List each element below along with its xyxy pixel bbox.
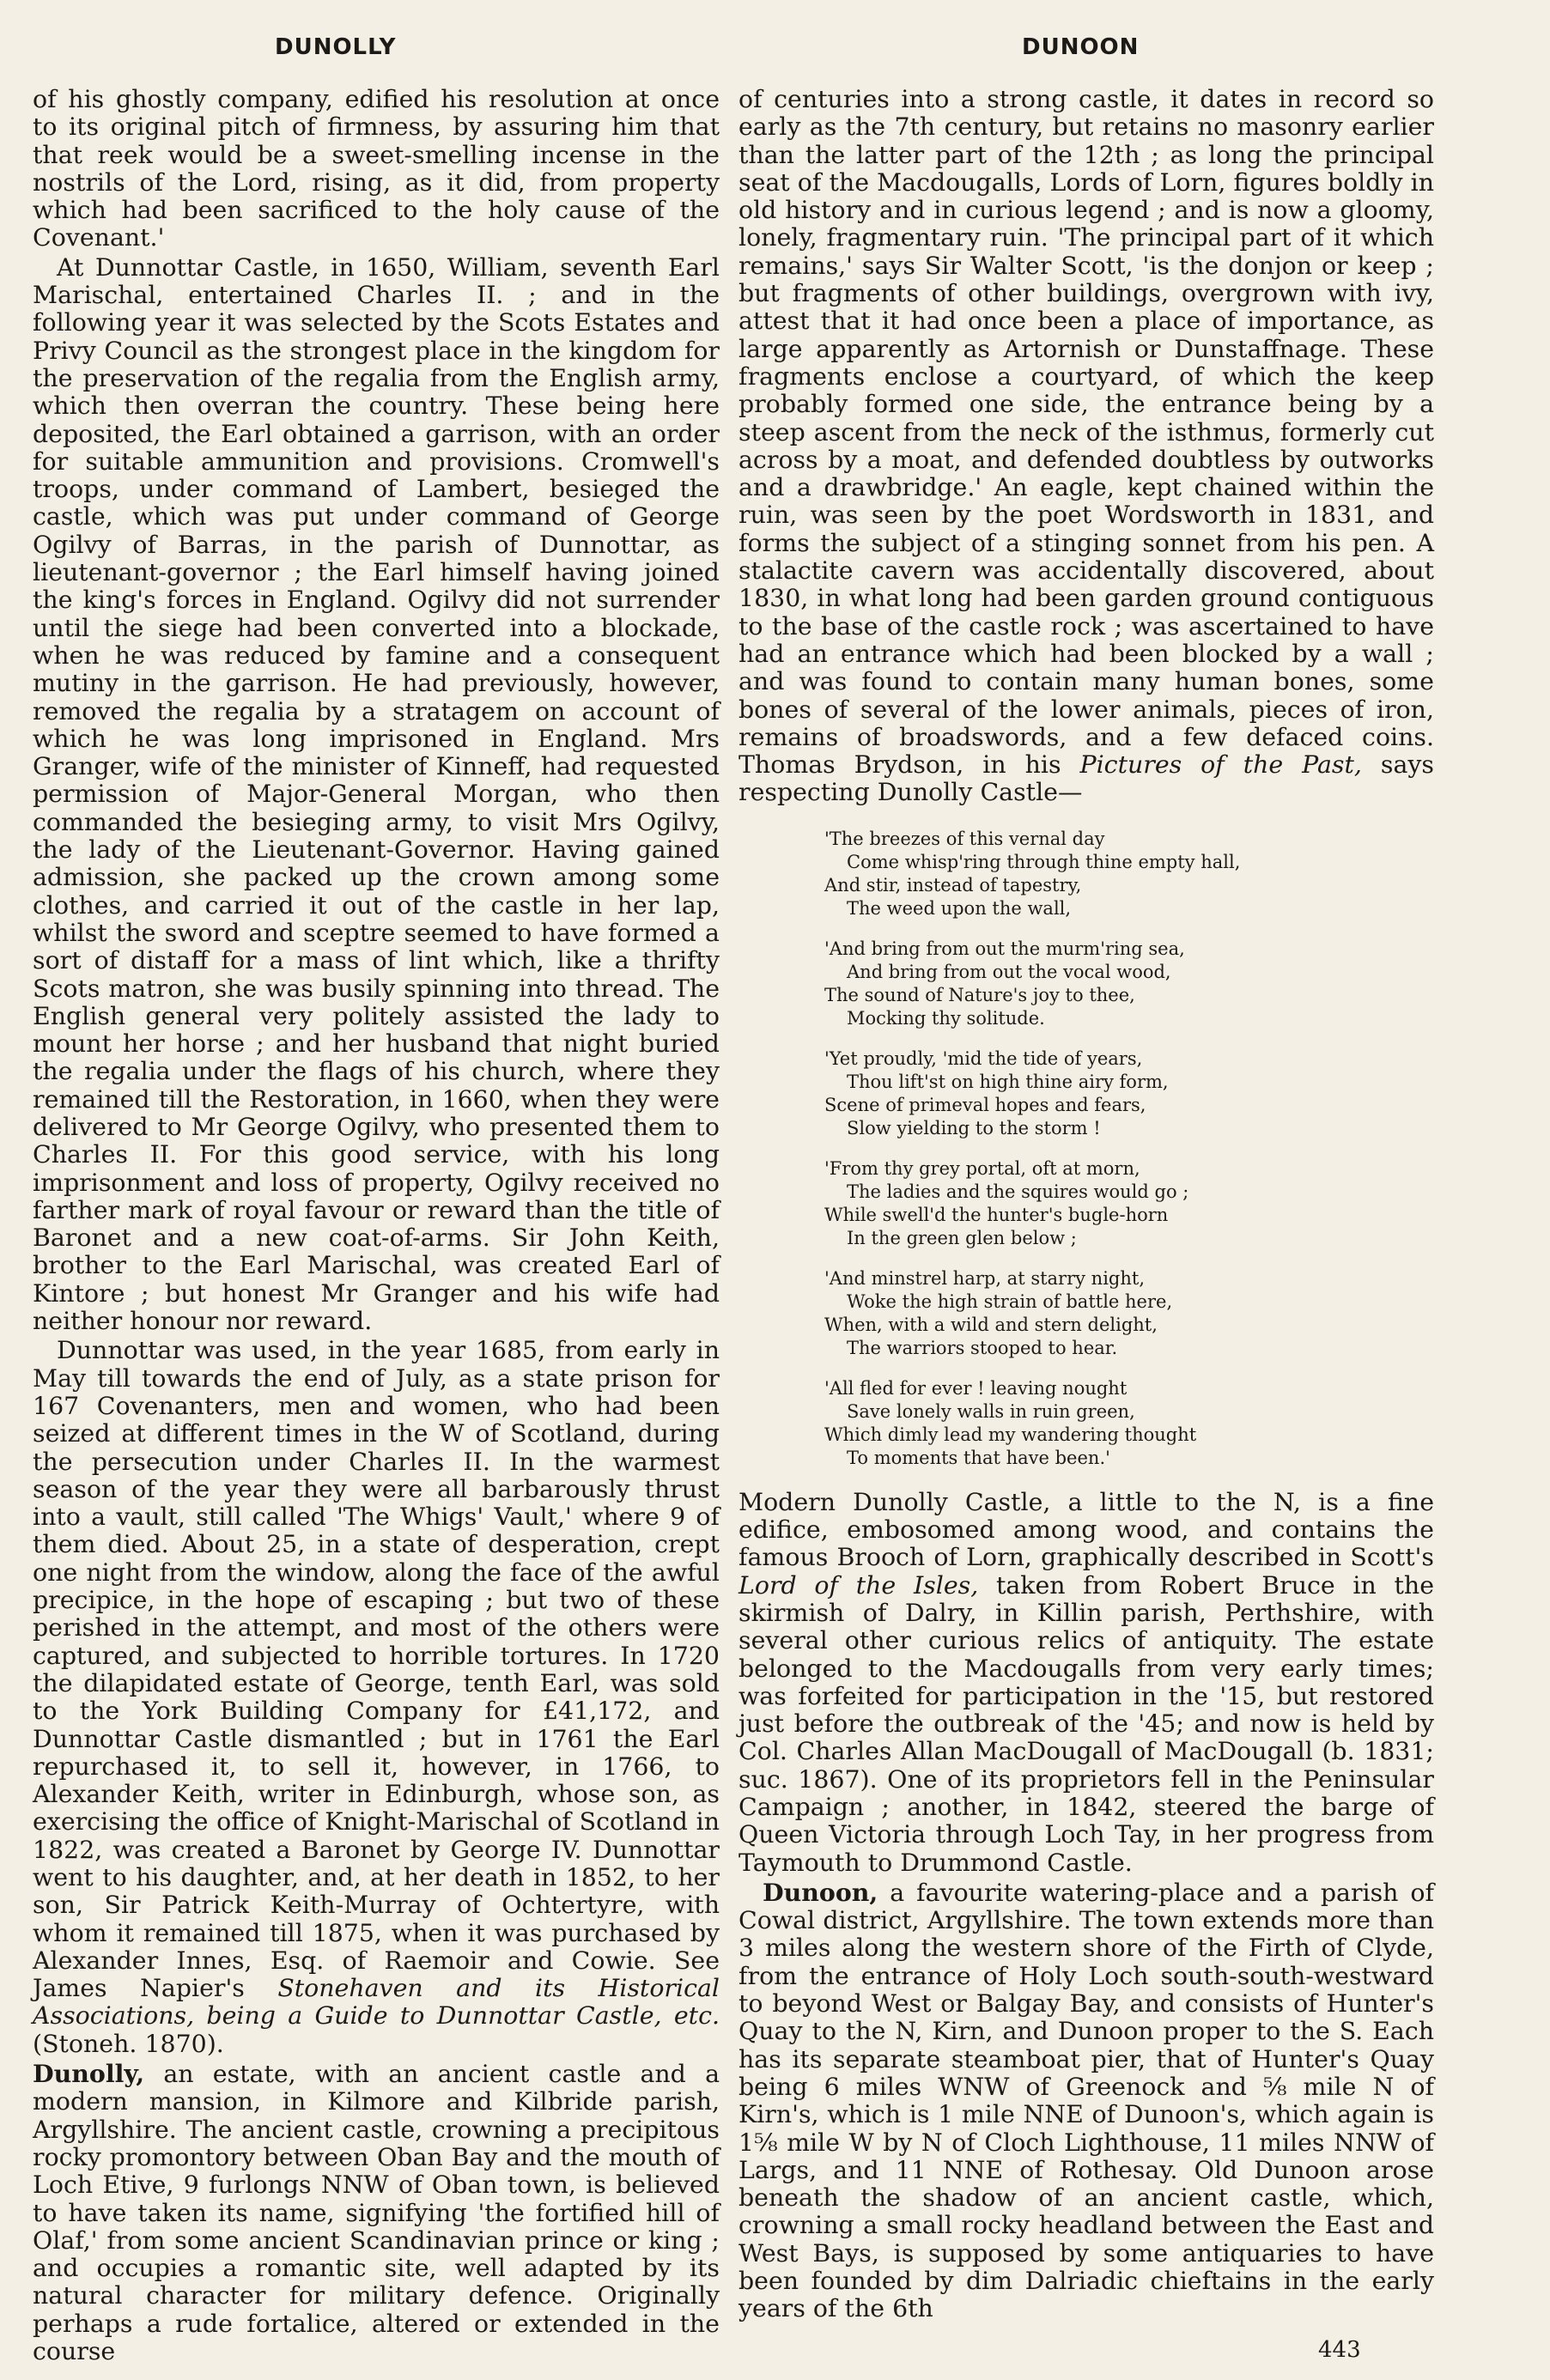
stanza bbox=[824, 828, 1434, 920]
entry-text: a favourite watering-place and a parish of Cowal district, Argyllshire. The town extends more than 3 miles along the western shore of the Firth of Clyde, from the entrance of Holy Loch south-south-westward to beyond West or Balgay Bay, and consists of Hunter's Quay to the N, Kirn, and Dunoon proper to the S. Each has its separate steamboat pier, that of Hunter's Quay being 6 miles WNW of Greenock and ⅝ mile N of Kirn's, which is 1 mile NNE of Dunoon's, which again is 1⅝ mile W by N of Cloch Lighthouse, 11 miles NNW of Largs, and 11 NNE of Rothesay. Old Dunoon arose beneath the shadow of an ancient castle, which, crowning a small rocky headland between the East and West Bays, is supposed by some antiquaries to have been founded by dim Dalriadic chieftains in the early years of the 6th bbox=[739, 1878, 1435, 2323]
stanza bbox=[824, 1377, 1434, 1470]
book-title: Pictures of the Past, bbox=[1079, 750, 1362, 780]
poem bbox=[824, 828, 1434, 1470]
paragraph bbox=[33, 1337, 720, 2058]
verse-line: The ladies and the squires would go ; bbox=[847, 1181, 1189, 1202]
verse-line: 'And minstrel harp, at starry night, bbox=[824, 1267, 1145, 1289]
running-head-left: DUNOLLY bbox=[275, 34, 397, 60]
verse-line: 'All fled for ever ! leaving nought bbox=[824, 1377, 1128, 1399]
verse-line: Come whisp'ring through thine empty hall, bbox=[847, 851, 1241, 872]
headword: Dunoon, bbox=[763, 1877, 878, 1907]
paragraph-text: of centuries into a strong castle, it dates in record so early as the 7th century, but retains no masonry earlier than the latter part of the 12th ; as long the principal seat of the Macdougalls, Lords of Lorn, figures boldly in old history and in curious legend ; and is now a gloomy, lonely, fragmentary ruin. 'The principal part of it which remains,' says Sir Walter Scott, 'is the donjon or keep ; but fragments of other buildings, overgrown with ivy, attest that it had once been a place of importance, as large apparently as Artornish or Dunstaffnage. These fragments enclose a courtyard, of which the keep probably formed one side, the entrance being by a steep ascent from the neck of the isthmus, formerly cut across by a moat, and defended doubtless by outworks and a drawbridge.' An eagle, kept chained within the ruin, was seen by the poet Wordsworth in 1831, and forms the subject of a stinging sonnet from his pen. A stalactite cavern was accidentally discovered, about 1830, in what long had been garden ground contiguous to the base of the castle rock ; was ascertained to have had an entrance which had been blocked by a wall ; and was found to contain many human bones, some bones of several of the lower animals, pieces of iron, remains of broadswords, and a few defaced coins. Thomas Brydson, in his bbox=[739, 85, 1434, 780]
paragraph-text: Dunnottar was used, in the year 1685, from early in May till towards the end of July, as a state prison for 167 Covenanters, men and women, who had been seized at different times in the W of Scotland, during the persecution under Charles II. In the warmest season of the year they were all barbarously thrust into a vault, still called 'The Whigs' Vault,' where 9 of them died. About 25, in a state of desperation, crept one night from the window, along the face of the awful precipice, in the hope of escaping ; but two of these perished in the attempt, and most of the others were captured, and subjected to horrible tortures. In 1720 the dilapidated estate of George, tenth Earl, was sold to the York Building Company for £41,172, and Dunnottar Castle dismantled ; but in 1761 the Earl repurchased it, to sell it, however, in 1766, to Alexander Keith, writer in Edinburgh, whose son, as exercising the office of Knight-Marischal of Scotland in 1822, was created a Baronet by George IV. Dunnottar went to his daughter, and, at her death in 1852, to her son, Sir Patrick Keith-Murray of Ochtertyre, with whom it remained till 1875, when it was purchased by Alexander Innes, Esq. of Raemoir and Cowie. See James Napier's bbox=[33, 1336, 720, 2003]
paragraph: At Dunnottar Castle, in 1650, William, seventh Earl Marischal, entertained Charles II. ; and in the following year it was selected by the Scots Estates and Privy Council as the strongest place in the kingdom for the preservation of the regalia from the English army, which then overran the country. These being here deposited, the Earl obtained a garrison, with an order for suitable ammunition and provisions. Cromwell's troops, under command of Lambert, besieged the castle, which was put under command of George Ogilvy of Barras, in the parish of Dunnottar, as lieutenant-governor ; the Earl himself having joined the king's forces in England. Ogilvy did not surrender until the siege had been converted into a blockade, when he was reduced by famine and a consequent mutiny in the garrison. He had previously, however, removed the regalia by a stratagem on account of which he was long imprisoned in England. Mrs Granger, wife of the minister of Kinneff, had requested permission of Major-General Morgan, who then commanded the besieging army, to visit Mrs Ogilvy, the lady of the Lieutenant-Governor. Having gained admission, she packed up the crown among some clothes, and carried it out of the castle in her lap, whilst the sword and sceptre seemed to have formed a sort of distaff for a mass of lint which, like a thrifty Scots matron, she was busily spinning into thread. The English general very politely assisted the lady to mount her horse ; and her husband that night buried the regalia under the flags of his church, where they remained till the Restoration, in 1660, when they were delivered to Mr George Ogilvy, who presented them to Charles II. For this good service, with his long imprisonment and loss of property, Ogilvy received no farther mark of royal favour or reward than the title of Baronet and a new coat-of-arms. Sir John Keith, brother to the Earl Marischal, was created Earl of Kintore ; but honest Mr Granger and his wife had neither honour nor reward. bbox=[33, 252, 720, 1336]
verse-line: Save lonely walls in ruin green, bbox=[847, 1400, 1135, 1422]
stanza bbox=[824, 1267, 1434, 1360]
page-number: 443 bbox=[1318, 2337, 1361, 2363]
verse-line: When, with a wild and stern delight, bbox=[824, 1314, 1158, 1335]
verse-line: 'The breezes of this vernal day bbox=[824, 828, 1105, 849]
paragraph: of his ghostly company, edified his resolution at once to its original pitch of firmness, by assuring him that that reek would be a sweet-smelling incense in the nostrils of the Lord, rising, as it did, from property which had been sacrificed to the holy cause of the Covenant.' bbox=[33, 85, 720, 252]
paragraph-text: says respecting Dunolly Castle— bbox=[739, 750, 1434, 807]
entry-text: an estate, with an ancient castle and a modern mansion, in Kilmore and Kilbride parish, Argyllshire. The ancient castle, crowning a precipitous rocky promontory between Oban Bay and the mouth of Loch Etive, 9 furlongs NNW of Oban town, is believed to have taken its name, signifying 'the fortified hill of Olaf,' from some ancient Scandinavian prince or king ; and occupies a romantic site, well adapted by its natural character for military defence. Originally perhaps a rude fortalice, altered or extended in the course bbox=[33, 2060, 720, 2366]
verse-line: The sound of Nature's joy to thee, bbox=[824, 984, 1135, 1005]
verse-line: 'From thy grey portal, oft at morn, bbox=[824, 1157, 1140, 1179]
verse-line: Scene of primeval hopes and fears, bbox=[824, 1094, 1146, 1115]
book-title: Lord of the Isles, bbox=[739, 1570, 979, 1600]
verse-line: Which dimly lead my wandering thought bbox=[824, 1424, 1197, 1445]
paragraph bbox=[739, 86, 1434, 807]
verse-line: And stir, instead of tapestry, bbox=[824, 874, 1082, 896]
verse-line: To moments that have been.' bbox=[847, 1447, 1110, 1468]
stanza bbox=[824, 1047, 1434, 1140]
paragraph-text: Modern Dunolly Castle, a little to the N, is a fine edifice, embosomed among wood, and contains the famous Brooch of Lorn, graphically described in Scott's bbox=[739, 1487, 1434, 1572]
verse-line: The warriors stooped to hear. bbox=[847, 1337, 1118, 1358]
left-column bbox=[33, 86, 720, 2365]
entry-dunolly bbox=[33, 2060, 720, 2365]
stanza bbox=[824, 938, 1434, 1030]
verse-line: The weed upon the wall, bbox=[847, 897, 1072, 919]
verse-line: Thou lift'st on high thine airy form, bbox=[847, 1071, 1169, 1092]
paragraph bbox=[739, 1489, 1434, 1877]
verse-line: Mocking thy solitude. bbox=[847, 1007, 1045, 1029]
verse-line: Slow yielding to the storm ! bbox=[847, 1117, 1101, 1138]
verse-line: And bring from out the vocal wood, bbox=[847, 961, 1171, 982]
verse-line: While swell'd the hunter's bugle-horn bbox=[824, 1204, 1169, 1225]
stanza bbox=[824, 1157, 1434, 1250]
running-head-right: DUNOON bbox=[1022, 34, 1140, 60]
verse-line: 'And bring from out the murm'ring sea, bbox=[824, 938, 1185, 959]
verse-line: Woke the high strain of battle here, bbox=[847, 1290, 1173, 1312]
book-title: Stonehaven and its Historical Associations, being a Guide to Dunnottar Castle, etc. bbox=[33, 1974, 720, 2031]
paragraph-text: taken from Robert Bruce in the skirmish of Dalry, in Killin parish, Perthshire, with several other curious relics of antiquity. The estate belonged to the Macdougalls from very early times; was forfeited for participation in the '15, but restored just before the outbreak of the '45; and now is held by Col. Charles Allan MacDougall of MacDougall (b. 1831; suc. 1867). One of its proprietors fell in the Peninsular Campaign ; another, in 1842, steered the barge of Queen Victoria through Loch Tay, in her progress from Taymouth to Drummond Castle. bbox=[739, 1570, 1434, 1877]
headword: Dunolly, bbox=[33, 2059, 145, 2089]
paragraph-text: (Stoneh. 1870). bbox=[33, 2029, 224, 2058]
right-column bbox=[739, 86, 1434, 2323]
verse-line: 'Yet proudly, 'mid the tide of years, bbox=[824, 1047, 1143, 1069]
entry-dunoon bbox=[739, 1879, 1434, 2323]
verse-line: In the green glen below ; bbox=[847, 1227, 1077, 1248]
